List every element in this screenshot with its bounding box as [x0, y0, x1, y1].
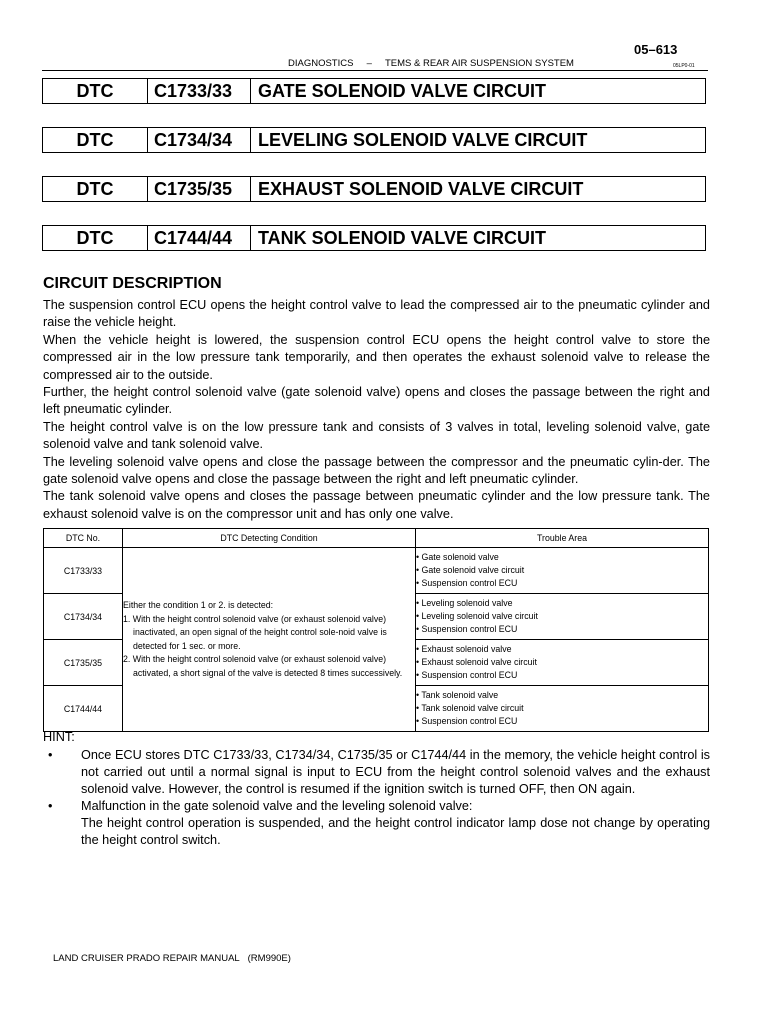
- description-paragraph: The leveling solenoid valve opens and close the passage between the compressor and the pneumatic cylin-der. The gate solenoid valve opens and close the passage between the right and left pneumatic cylinder.: [43, 454, 710, 487]
- section-name: DIAGNOSTICS: [288, 58, 354, 69]
- trouble-item: • Exhaust solenoid valve: [416, 644, 512, 654]
- table-row: [44, 548, 709, 594]
- circuit-description-body: [43, 297, 710, 523]
- dtc-title: GATE SOLENOID VALVE CIRCUIT: [258, 80, 547, 101]
- table-header-row: [44, 529, 709, 548]
- trouble-item: • Leveling solenoid valve circuit: [416, 611, 538, 621]
- dtc-number-cell: C1734/34: [44, 594, 123, 640]
- document-code: 05LP0-01: [673, 63, 695, 69]
- hint-text: Malfunction in the gate solenoid valve and the leveling solenoid valve:: [81, 799, 473, 813]
- trouble-item: • Gate solenoid valve: [416, 552, 499, 562]
- trouble-item: • Exhaust solenoid valve circuit: [416, 657, 537, 667]
- dtc-title: EXHAUST SOLENOID VALVE CIRCUIT: [258, 178, 584, 199]
- dtc-table: [43, 528, 709, 732]
- circuit-description-heading: CIRCUIT DESCRIPTION: [43, 275, 222, 292]
- dtc-title-box: [42, 225, 706, 251]
- trouble-item: • Tank solenoid valve: [416, 690, 499, 700]
- description-paragraph: The tank solenoid valve opens and closes the passage between pneumatic cylinder and the low pressure tank. The exhaust solenoid valve is on the compressor unit and has only one valve.: [43, 489, 710, 521]
- dtc-code: C1734/34: [148, 128, 251, 152]
- page-number: 05–613: [634, 42, 678, 57]
- hint-list: [43, 747, 710, 849]
- description-paragraph: Further, the height control solenoid valve (gate solenoid valve) opens and closes the passage between the right and left pneumatic cylinder.: [43, 385, 710, 417]
- dtc-label: DTC: [43, 128, 148, 152]
- trouble-item: • Suspension control ECU: [416, 624, 518, 634]
- detecting-condition-cell: [123, 548, 416, 732]
- column-header-dtc-no: DTC No.: [44, 529, 123, 548]
- dtc-title: LEVELING SOLENOID VALVE CIRCUIT: [258, 129, 588, 150]
- running-header: [288, 58, 574, 69]
- hint-item: [43, 747, 710, 798]
- description-paragraph: When the vehicle height is lowered, the suspension control ECU opens the height control valve to store the compressed air in the low pressure tank temporarily, and then operates the exhaust solenoid valve to release the compressed air to the outside.: [43, 332, 710, 382]
- description-paragraph: The height control valve is on the low pressure tank and consists of 3 valves in total, leveling solenoid valve, gate solenoid valve and tank solenoid valve.: [43, 419, 710, 452]
- dtc-title-box: [42, 127, 706, 153]
- dtc-number-cell: C1733/33: [44, 548, 123, 594]
- dtc-label: DTC: [43, 177, 148, 201]
- dtc-code: C1744/44: [148, 226, 251, 250]
- bullet-icon: •: [48, 748, 53, 762]
- hint-text: The height control operation is suspended, and the height control indicator lamp dose not change by operating the height control switch.: [81, 816, 710, 847]
- manual-code: (RM990E): [247, 953, 291, 964]
- dtc-code: C1733/33: [148, 79, 251, 103]
- trouble-item: • Leveling solenoid valve: [416, 598, 513, 608]
- hint-item: [43, 798, 710, 849]
- dtc-title-box: [42, 78, 706, 104]
- trouble-area-cell: [416, 640, 709, 686]
- trouble-item: • Suspension control ECU: [416, 578, 518, 588]
- condition-item: 1. With the height control solenoid valve (or exhaust solenoid valve) inactivated, an open signal of the height control sole-noid valve is detected for 1 sec. or more.: [123, 613, 387, 651]
- trouble-area-cell: [416, 594, 709, 640]
- dtc-title: TANK SOLENOID VALVE CIRCUIT: [258, 227, 546, 248]
- hint-text: Once ECU stores DTC C1733/33, C1734/34, C1735/35 or C1744/44 in the memory, the vehicle height control is not carried out until a normal signal is input to ECU from the height control solenoid valves and the exhaust solenoid valve. However, the control is resumed if the ignition switch is turned OFF, then ON again.: [81, 748, 710, 796]
- header-rule: [42, 70, 708, 71]
- dtc-number-cell: C1744/44: [44, 686, 123, 732]
- page-footer: [53, 953, 291, 964]
- dtc-label: DTC: [43, 226, 148, 250]
- trouble-item: • Suspension control ECU: [416, 670, 518, 680]
- hint-label: HINT:: [43, 730, 75, 744]
- header-separator: –: [366, 58, 372, 69]
- trouble-item: • Tank solenoid valve circuit: [416, 703, 524, 713]
- description-paragraph: The suspension control ECU opens the height control valve to lead the compressed air to the pneumatic cylinder and raise the vehicle height.: [43, 298, 710, 330]
- trouble-item: • Suspension control ECU: [416, 716, 518, 726]
- bullet-icon: •: [48, 799, 53, 813]
- column-header-condition: DTC Detecting Condition: [123, 529, 416, 548]
- column-header-trouble-area: Trouble Area: [416, 529, 709, 548]
- condition-intro: Either the condition 1 or 2. is detected:: [123, 600, 274, 610]
- dtc-number-cell: C1735/35: [44, 640, 123, 686]
- trouble-area-cell: [416, 686, 709, 732]
- dtc-code: C1735/35: [148, 177, 251, 201]
- trouble-area-cell: [416, 548, 709, 594]
- dtc-title-box: [42, 176, 706, 202]
- trouble-item: • Gate solenoid valve circuit: [416, 565, 525, 575]
- manual-title: LAND CRUISER PRADO REPAIR MANUAL: [53, 953, 240, 964]
- system-name: TEMS & REAR AIR SUSPENSION SYSTEM: [384, 58, 574, 69]
- condition-item: 2. With the height control solenoid valve (or exhaust solenoid valve) activated, a short signal of the valve is detected 8 times successively.: [123, 654, 403, 678]
- dtc-label: DTC: [43, 79, 148, 103]
